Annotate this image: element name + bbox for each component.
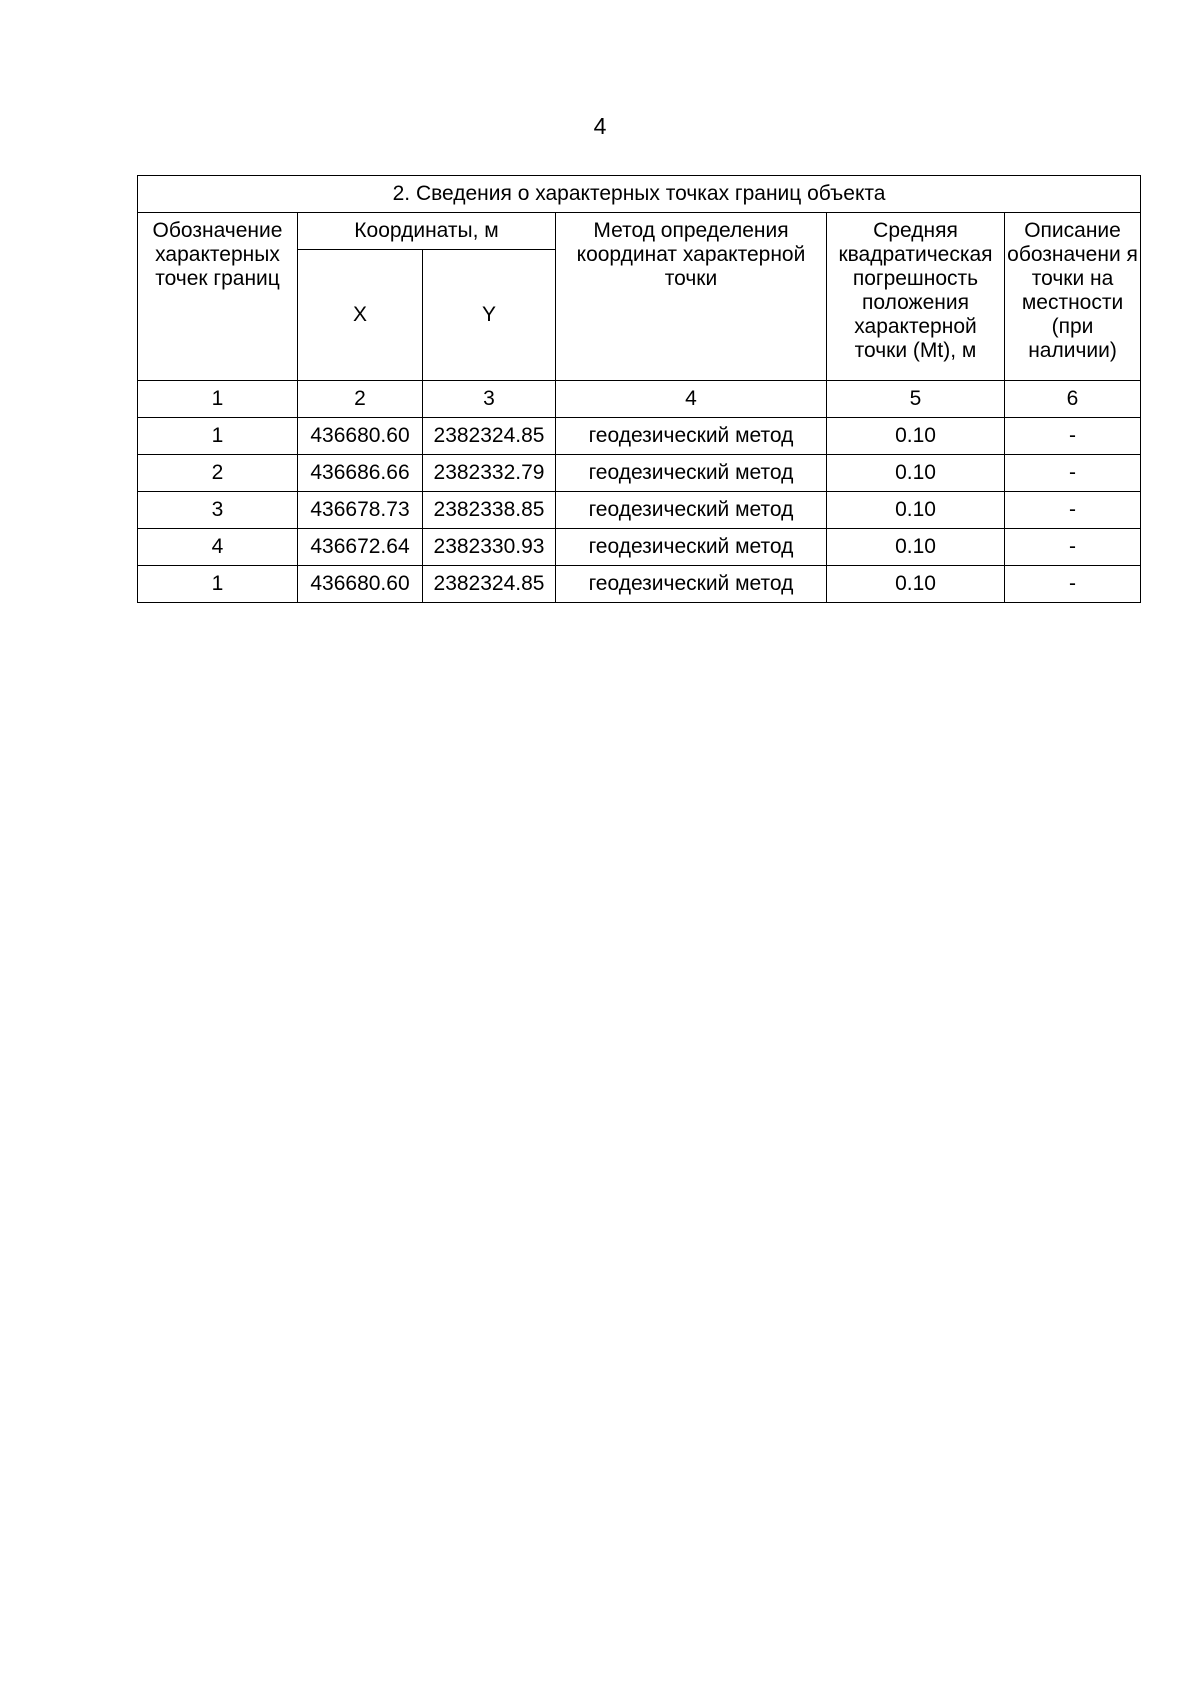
- cell-error: 0.10: [827, 566, 1005, 603]
- table-row: [138, 418, 1141, 455]
- column-number: 3: [423, 381, 556, 418]
- boundary-points-table: [137, 175, 1141, 603]
- column-number: 1: [138, 381, 298, 418]
- cell-point: 3: [138, 492, 298, 529]
- cell-description: -: [1005, 418, 1141, 455]
- cell-method: геодезический метод: [556, 455, 827, 492]
- cell-error: 0.10: [827, 418, 1005, 455]
- cell-point: 2: [138, 455, 298, 492]
- cell-x: 436680.60: [298, 418, 423, 455]
- cell-error: 0.10: [827, 455, 1005, 492]
- header-y: Y: [423, 250, 556, 381]
- cell-description: -: [1005, 492, 1141, 529]
- header-point-designation: Обозначение характерных точек границ: [138, 213, 298, 381]
- cell-x: 436672.64: [298, 529, 423, 566]
- cell-description: -: [1005, 529, 1141, 566]
- table-title-row: [138, 176, 1141, 213]
- column-number: 4: [556, 381, 827, 418]
- table-row: [138, 529, 1141, 566]
- cell-method: геодезический метод: [556, 529, 827, 566]
- table-title: 2. Сведения о характерных точках границ объекта: [138, 176, 1141, 213]
- header-description: Описание обозначени я точки на местности (при наличии): [1005, 213, 1141, 381]
- cell-x: 436678.73: [298, 492, 423, 529]
- page-number: 4: [593, 113, 607, 139]
- table-row: [138, 566, 1141, 603]
- cell-description: -: [1005, 455, 1141, 492]
- cell-y: 2382324.85: [423, 418, 556, 455]
- table-row: [138, 492, 1141, 529]
- cell-y: 2382324.85: [423, 566, 556, 603]
- header-coordinates: Координаты, м: [298, 213, 556, 250]
- cell-y: 2382338.85: [423, 492, 556, 529]
- cell-method: геодезический метод: [556, 566, 827, 603]
- header-x: X: [298, 250, 423, 381]
- cell-error: 0.10: [827, 492, 1005, 529]
- cell-x: 436686.66: [298, 455, 423, 492]
- cell-point: 4: [138, 529, 298, 566]
- column-number-row: [138, 381, 1141, 418]
- cell-point: 1: [138, 566, 298, 603]
- cell-point: 1: [138, 418, 298, 455]
- cell-x: 436680.60: [298, 566, 423, 603]
- cell-method: геодезический метод: [556, 418, 827, 455]
- column-number: 2: [298, 381, 423, 418]
- cell-y: 2382330.93: [423, 529, 556, 566]
- cell-y: 2382332.79: [423, 455, 556, 492]
- header-error: Средняя квадратическая погрешность положения характерной точки (Mt), м: [827, 213, 1005, 381]
- column-number: 6: [1005, 381, 1141, 418]
- header-row-top: [138, 213, 1141, 250]
- cell-description: -: [1005, 566, 1141, 603]
- cell-method: геодезический метод: [556, 492, 827, 529]
- column-number: 5: [827, 381, 1005, 418]
- header-method: Метод определения координат характерной точки: [556, 213, 827, 381]
- cell-error: 0.10: [827, 529, 1005, 566]
- table-row: [138, 455, 1141, 492]
